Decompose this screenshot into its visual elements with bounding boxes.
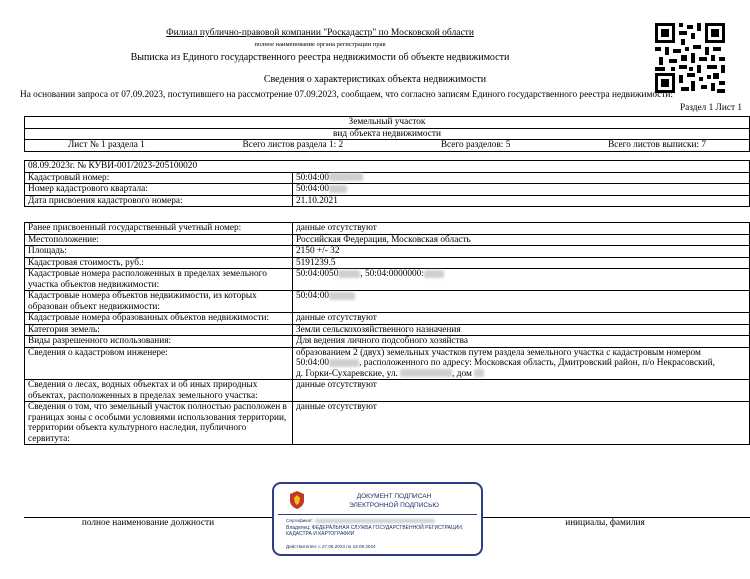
branch-subtitle: полное наименование органа регистрации прав [254,41,386,48]
sheet-number: Лист № 1 раздела 1 [68,140,145,150]
table-row [25,246,750,258]
row-label: Виды разрешенного использования: [25,336,293,348]
row-value: 21.10.2021 [293,195,750,207]
table-row [25,291,750,313]
row-value [293,347,750,380]
stamp-owner: Владелец: ФЕДЕРАЛЬНАЯ СЛУЖБА ГОСУДАРСТВЕННОЙ РЕГИСТРАЦИИ, КАДАСТРА И КАРТОГРАФИИ [286,525,464,538]
row-value: 2150 +/- 32 [293,246,750,258]
row-label: Площадь: [25,246,293,258]
sheet-info-row [25,140,750,152]
table-row [25,402,750,445]
stamp-subtitle: ЭЛЕКТРОННОЙ ПОДПИСЬЮ [349,502,439,509]
row-value: Земли сельскохозяйственного назначения [293,324,750,336]
table-row [25,172,750,184]
table-row [25,336,750,348]
row-value: 5191239.5 [293,257,750,269]
branch-title: Филиал публично-правовой компании "Роскадастр" по Московской области [166,28,474,38]
row-value: Для ведения личного подсобного хозяйства [293,336,750,348]
row-label: Номер кадастрового квартала: [25,184,293,196]
row-value: 50:04:00 [293,291,750,313]
position-caption: полное наименование должности [81,518,215,528]
extract-reference: 08.09.2023г. № КУВИ-001/2023-205100020 [25,161,750,173]
total-sheets-extract: Всего листов выписки: 7 [608,140,706,150]
stamp-certificate: Сертификат: [286,518,435,523]
row-label: Сведения о лесах, водных объектах и об иных природных объектах, расположенных в пределах земельного участка: [25,380,293,402]
row-label: Местоположение: [25,234,293,246]
table-row [25,195,750,207]
main-info-table [24,160,750,207]
row-label: Кадастровые номера расположенных в пределах земельного участка объектов недвижимости: [25,269,293,291]
engineer-text-line1: образованием 2 (двух) земельных участков путем раздела земельного участка с кадастровым номером [296,347,701,358]
row-label: Кадастровые номера образованных объектов недвижимости: [25,313,293,325]
section-title: Сведения о характеристиках объекта недвижимости [263,74,487,85]
coat-of-arms-icon [287,490,307,510]
row-label: Категория земель: [25,324,293,336]
table-row [25,313,750,325]
electronic-signature-stamp [272,482,483,556]
table-row [25,380,750,402]
details-table [24,222,750,445]
row-value: 50:04:00 [293,172,750,184]
table-row [25,269,750,291]
table-row [25,347,750,380]
table-row [25,223,750,235]
row-label: Ранее присвоенный государственный учетный номер: [25,223,293,235]
table-row [25,234,750,246]
total-sections: Всего разделов: 5 [440,140,511,150]
row-label: Сведения о кадастровом инженере: [25,347,293,380]
table-row [25,184,750,196]
total-sheets-section: Всего листов раздела 1: 2 [242,140,344,150]
name-caption: инициалы, фамилия [565,518,645,528]
engineer-text-line2: 50:04:00 , расположенного по адресу: Московская область, Дмитровский район, п/о Некрасовский, [296,358,715,368]
row-value: 50:04:0050 , 50:04:0000000: [293,269,750,291]
row-value: данные отсутствуют [293,402,750,445]
table-row [25,324,750,336]
row-label: Сведения о том, что земельный участок полностью расположен в границах зоны с особыми условиями использования территории, территории объекта культурного наследия, публичного сервитута: [25,402,293,445]
row-value: данные отсутствуют [293,380,750,402]
row-value: 50:04:00 [293,184,750,196]
extract-title: Выписка из Единого государственного реестра недвижимости об объекте недвижимости [130,52,510,63]
request-line: На основании запроса от 07.09.2023, поступившего на рассмотрение 07.09.2023, сообщаем, что согласно записям Единого государственного реестра недвижимости: [20,90,673,100]
row-label: Кадастровая стоимость, руб.: [25,257,293,269]
engineer-text-line3: д. Горки-Сухаревские, ул. , дом [296,369,746,380]
row-label: Кадастровые номера объектов недвижимости, из которых образован объект недвижимости: [25,291,293,313]
object-type-caption: вид объекта недвижимости [25,128,750,140]
row-value: Российская Федерация, Московская область [293,234,750,246]
section-sheet-label: Раздел 1 Лист 1 [679,103,742,113]
row-value: данные отсутствуют [293,223,750,235]
row-label: Дата присвоения кадастрового номера: [25,195,293,207]
row-value: данные отсутствуют [293,313,750,325]
table-row [25,257,750,269]
object-header-table [24,116,750,152]
object-type: Земельный участок [25,117,750,129]
stamp-title: ДОКУМЕНТ ПОДПИСАН [356,493,432,500]
stamp-divider [278,514,477,515]
row-label: Кадастровый номер: [25,172,293,184]
stamp-validity: Действителен: с 27.06.2023 по 19.09.2024 [286,544,376,549]
